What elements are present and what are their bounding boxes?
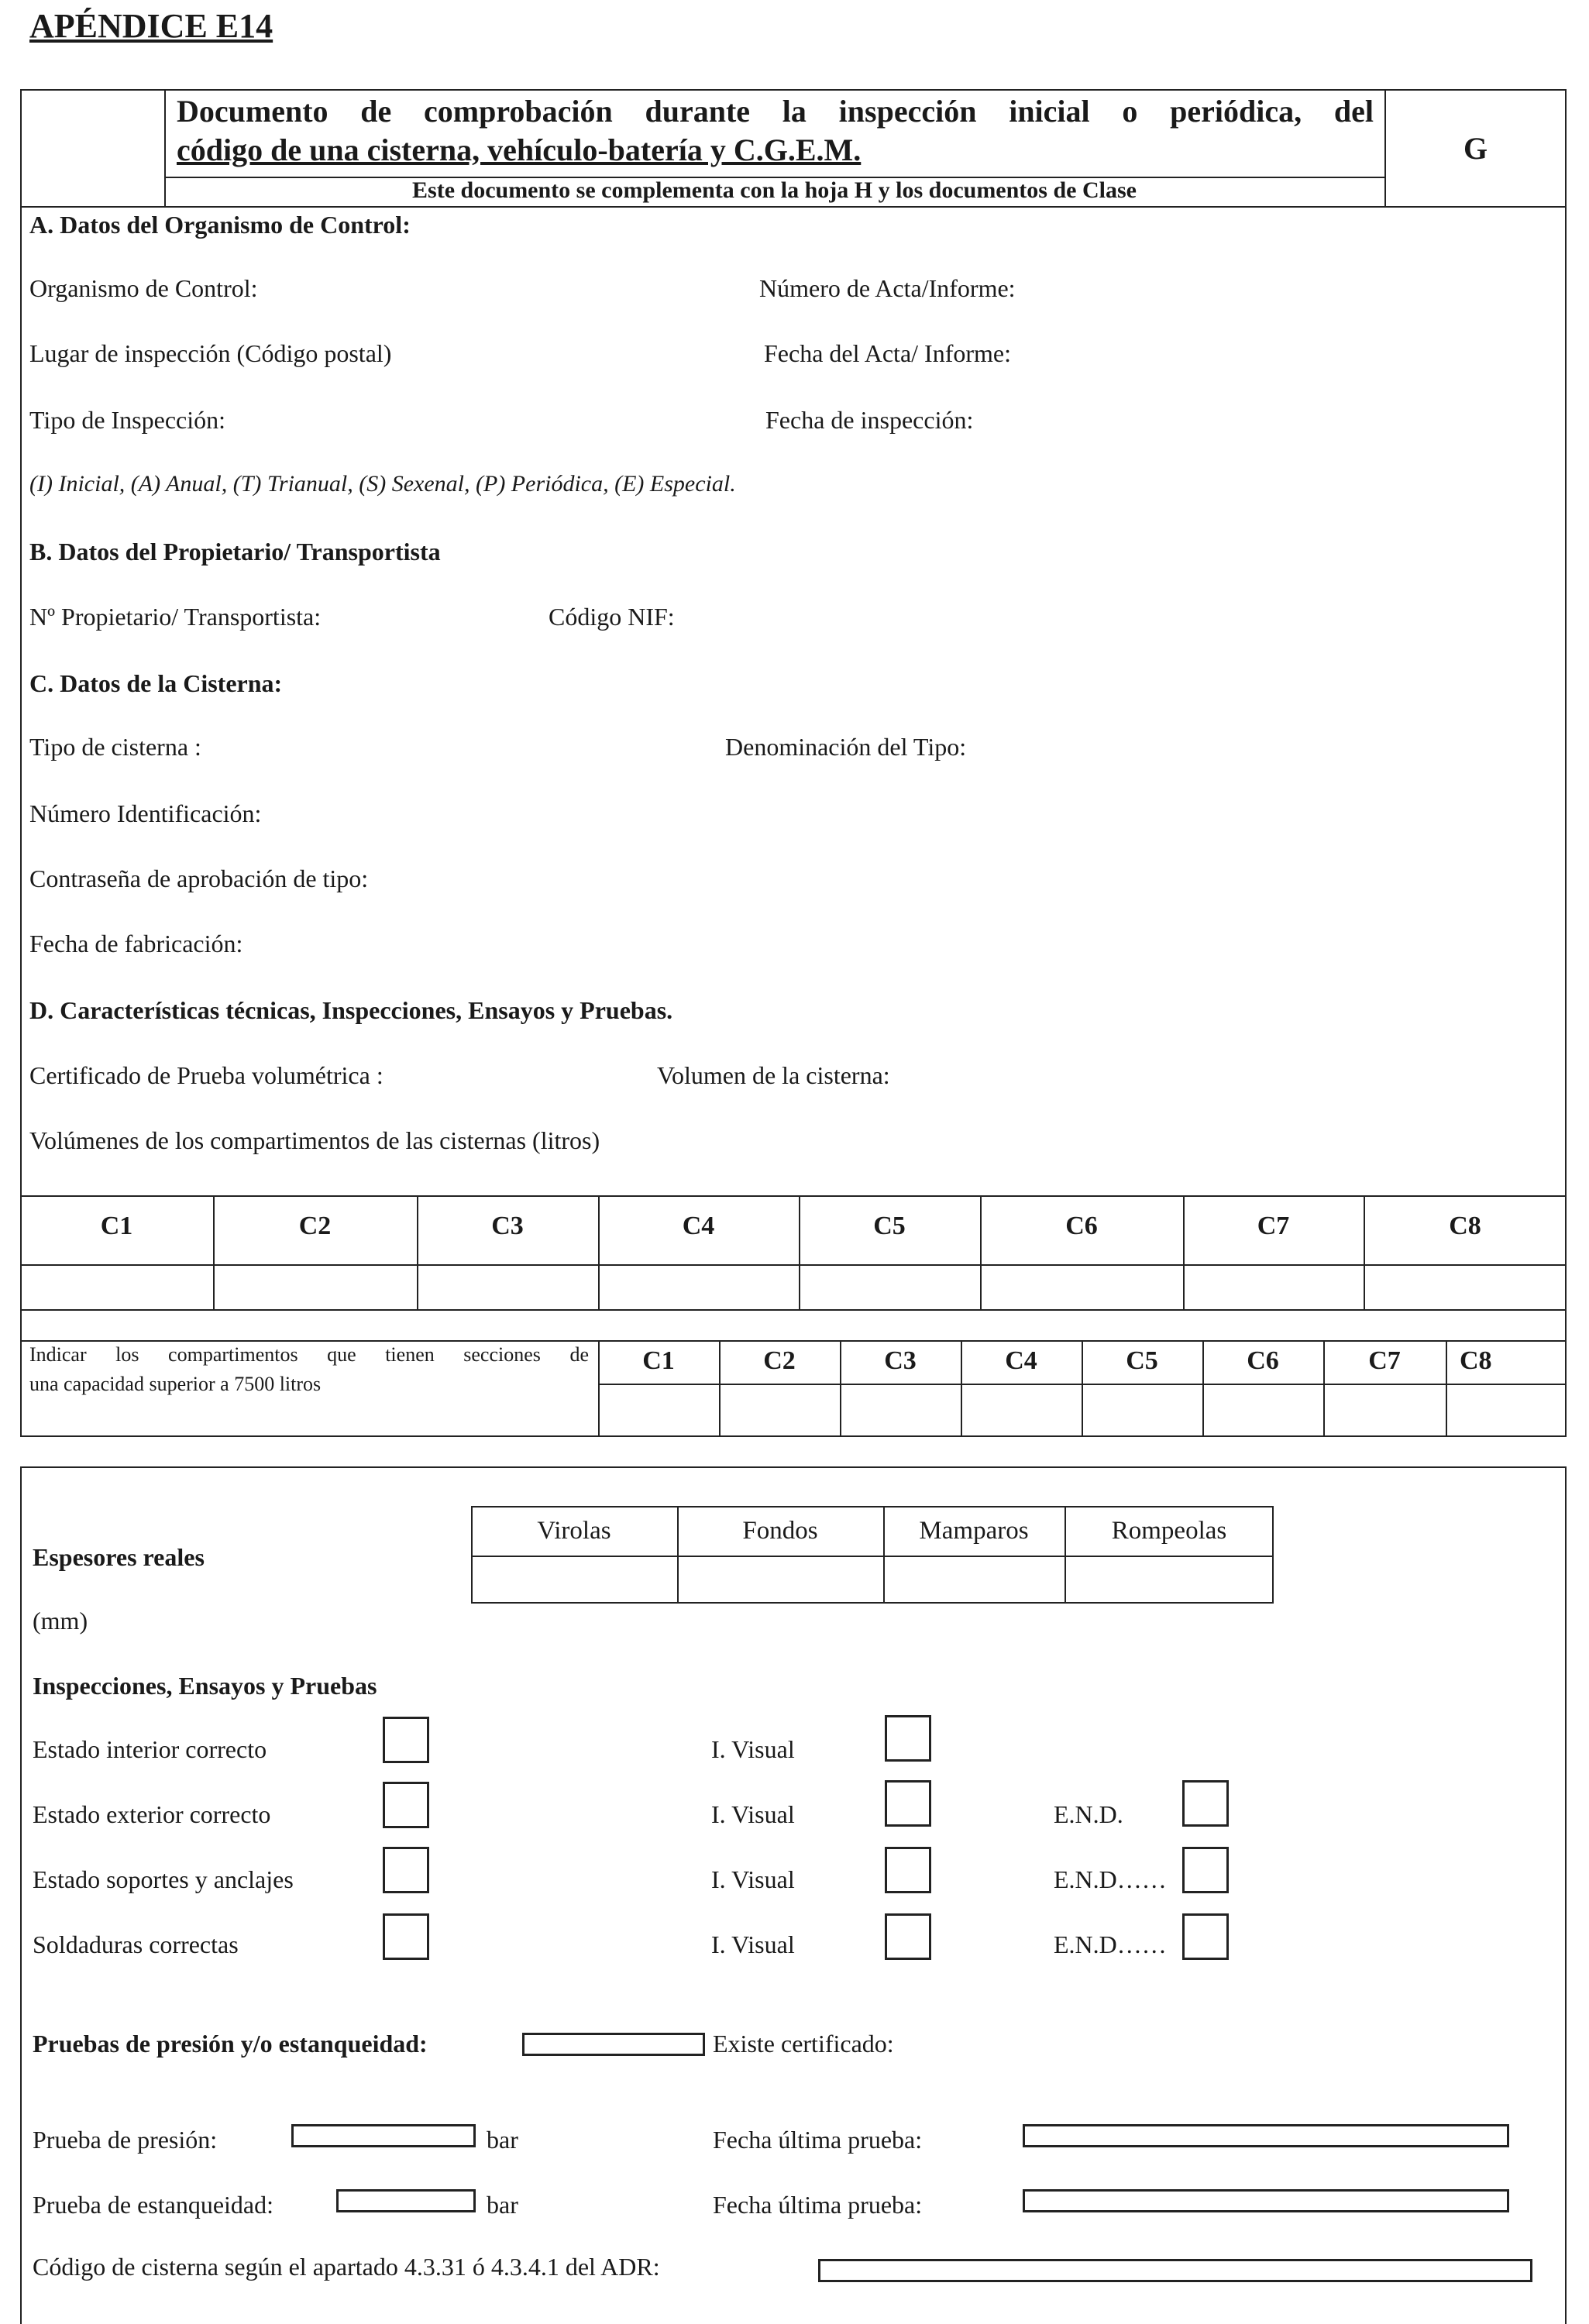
codigo-cisterna-label: Código de cisterna según el apartado 4.3.31 ó 4.3.4.1 del ADR: (33, 2253, 660, 2281)
indicar-header: C1 (642, 1346, 675, 1375)
inspecciones-heading: Inspecciones, Ensayos y Pruebas (33, 1672, 377, 1700)
fecha-ultima-prueba-presion-field[interactable] (1023, 2124, 1509, 2147)
appendix-title: APÉNDICE E14 (29, 7, 273, 45)
soldaduras-visual-checkbox[interactable] (885, 1913, 931, 1960)
espesores-table-mid (471, 1556, 1274, 1557)
label-certificado-volumetrica: Certificado de Prueba volumétrica : (29, 1061, 383, 1089)
form-title-line1: Documento de comprobación durante la inspección inicial o periódica, del (177, 94, 1374, 129)
compartment-header: C3 (491, 1212, 524, 1240)
label-fecha-inspeccion: Fecha de inspección: (765, 406, 974, 434)
indicar-header: C6 (1247, 1346, 1279, 1375)
prueba-estanqueidad-field[interactable] (336, 2189, 476, 2212)
espesores-label: Espesores reales (33, 1543, 205, 1571)
estado-soportes-end-checkbox[interactable] (1182, 1847, 1229, 1893)
compartment-table-mid (20, 1264, 1567, 1266)
compartment-header: C5 (873, 1212, 906, 1240)
inspection-row-label: Soldaduras correctas (33, 1930, 239, 1958)
form-subtitle: Este documento se complementa con la hoja H y los documentos de Clase (412, 177, 1137, 203)
end-label: E.N.D. (1054, 1800, 1123, 1828)
soldaduras-end-checkbox[interactable] (1182, 1913, 1229, 1960)
estado-soportes-visual-checkbox[interactable] (885, 1847, 931, 1893)
indicar-text-line2: una capacidad superior a 7500 litros (29, 1373, 322, 1395)
visual-label: I. Visual (711, 1735, 795, 1763)
compartment-header: C6 (1065, 1212, 1098, 1240)
form-title-line2: código de una cisterna, vehículo-batería y C.G.E.M. (177, 132, 862, 167)
label-denominacion: Denominación del Tipo: (725, 733, 967, 761)
end-label: E.N.D…… (1054, 1930, 1167, 1958)
espesores-header: Mamparos (919, 1517, 1029, 1545)
compartment-header: C8 (1449, 1212, 1481, 1240)
compartment-header: C2 (298, 1212, 332, 1240)
prueba-estanqueidad-label: Prueba de estanqueidad: (33, 2191, 273, 2219)
indicar-header: C8 (1460, 1346, 1492, 1375)
compartment-header: C1 (100, 1212, 133, 1240)
bar-unit: bar (487, 2126, 518, 2154)
label-propietario: Nº Propietario/ Transportista: (29, 603, 322, 631)
pruebas-field[interactable] (522, 2033, 705, 2056)
section-b-heading: B. Datos del Propietario/ Transportista (29, 538, 441, 566)
inspection-types-note: (I) Inicial, (A) Anual, (T) Trianual, (S) Sexenal, (P) Periódica, (E) Especial. (29, 471, 736, 497)
visual-label: I. Visual (711, 1930, 795, 1958)
label-nif: Código NIF: (549, 603, 675, 631)
section-a-heading: A. Datos del Organismo de Control: (29, 211, 411, 239)
inspection-row-label: Estado soportes y anclajes (33, 1865, 294, 1893)
visual-label: I. Visual (711, 1800, 795, 1828)
indicar-header: C7 (1368, 1346, 1401, 1375)
espesores-header: Virolas (537, 1517, 611, 1545)
compartment-table-top (20, 1195, 1567, 1197)
label-fecha-fabricacion: Fecha de fabricación: (29, 930, 243, 957)
estado-soportes-checkbox[interactable] (383, 1847, 429, 1893)
section-d-heading: D. Características técnicas, Inspecciones, Ensayos y Pruebas. (29, 996, 673, 1024)
fecha-ultima-prueba-label: Fecha última prueba: (713, 2191, 923, 2219)
existe-certificado-label: Existe certificado: (713, 2030, 894, 2058)
indicar-table-top (20, 1340, 1567, 1342)
label-lugar: Lugar de inspección (Código postal) (29, 339, 392, 367)
estado-interior-checkbox[interactable] (383, 1717, 429, 1763)
header-bottom-line (20, 206, 1567, 208)
estado-exterior-end-checkbox[interactable] (1182, 1780, 1229, 1827)
compartment-header: C7 (1257, 1212, 1290, 1240)
estado-interior-visual-checkbox[interactable] (885, 1715, 931, 1762)
label-tipo-cisterna: Tipo de cisterna : (29, 733, 201, 761)
estado-exterior-checkbox[interactable] (383, 1782, 429, 1828)
visual-label: I. Visual (711, 1865, 795, 1893)
label-numero-acta: Número de Acta/Informe: (759, 274, 1016, 302)
section-c-heading: C. Datos de la Cisterna: (29, 669, 283, 697)
pruebas-heading: Pruebas de presión y/o estanqueidad: (33, 2030, 428, 2058)
indicar-text-line1: Indicar los compartimentos que tienen secciones de (29, 1343, 589, 1366)
compartment-table-bottom (20, 1309, 1567, 1311)
label-numero-identificacion: Número Identificación: (29, 799, 262, 827)
label-volumen-cisterna: Volumen de la cisterna: (657, 1061, 890, 1089)
indicar-header: C3 (884, 1346, 917, 1375)
espesores-header: Fondos (742, 1517, 818, 1545)
indicar-header: C5 (1126, 1346, 1158, 1375)
fecha-ultima-prueba-estanqueidad-field[interactable] (1023, 2189, 1509, 2212)
inspection-row-label: Estado interior correcto (33, 1735, 267, 1763)
estado-exterior-visual-checkbox[interactable] (885, 1780, 931, 1827)
indicar-header: C4 (1005, 1346, 1037, 1375)
espesores-unit: (mm) (33, 1607, 88, 1635)
compartment-header: C4 (682, 1212, 715, 1240)
bar-unit: bar (487, 2191, 518, 2219)
codigo-cisterna-field[interactable] (818, 2259, 1532, 2282)
fecha-ultima-prueba-label: Fecha última prueba: (713, 2126, 923, 2154)
label-organismo: Organismo de Control: (29, 274, 258, 302)
prueba-presion-field[interactable] (291, 2124, 476, 2147)
label-fecha-acta: Fecha del Acta/ Informe: (764, 339, 1011, 367)
label-volumenes-compartimentos: Volúmenes de los compartimentos de las cisternas (litros) (29, 1126, 600, 1154)
indicar-header: C2 (763, 1346, 796, 1375)
inspection-row-label: Estado exterior correcto (33, 1800, 271, 1828)
sheet-letter: G (1463, 131, 1488, 166)
prueba-presion-label: Prueba de presión: (33, 2126, 218, 2154)
soldaduras-checkbox[interactable] (383, 1913, 429, 1960)
label-tipo-inspeccion: Tipo de Inspección: (29, 406, 226, 434)
end-label: E.N.D…… (1054, 1865, 1167, 1893)
label-contrasena: Contraseña de aprobación de tipo: (29, 865, 369, 892)
espesores-header: Rompeolas (1111, 1517, 1227, 1545)
